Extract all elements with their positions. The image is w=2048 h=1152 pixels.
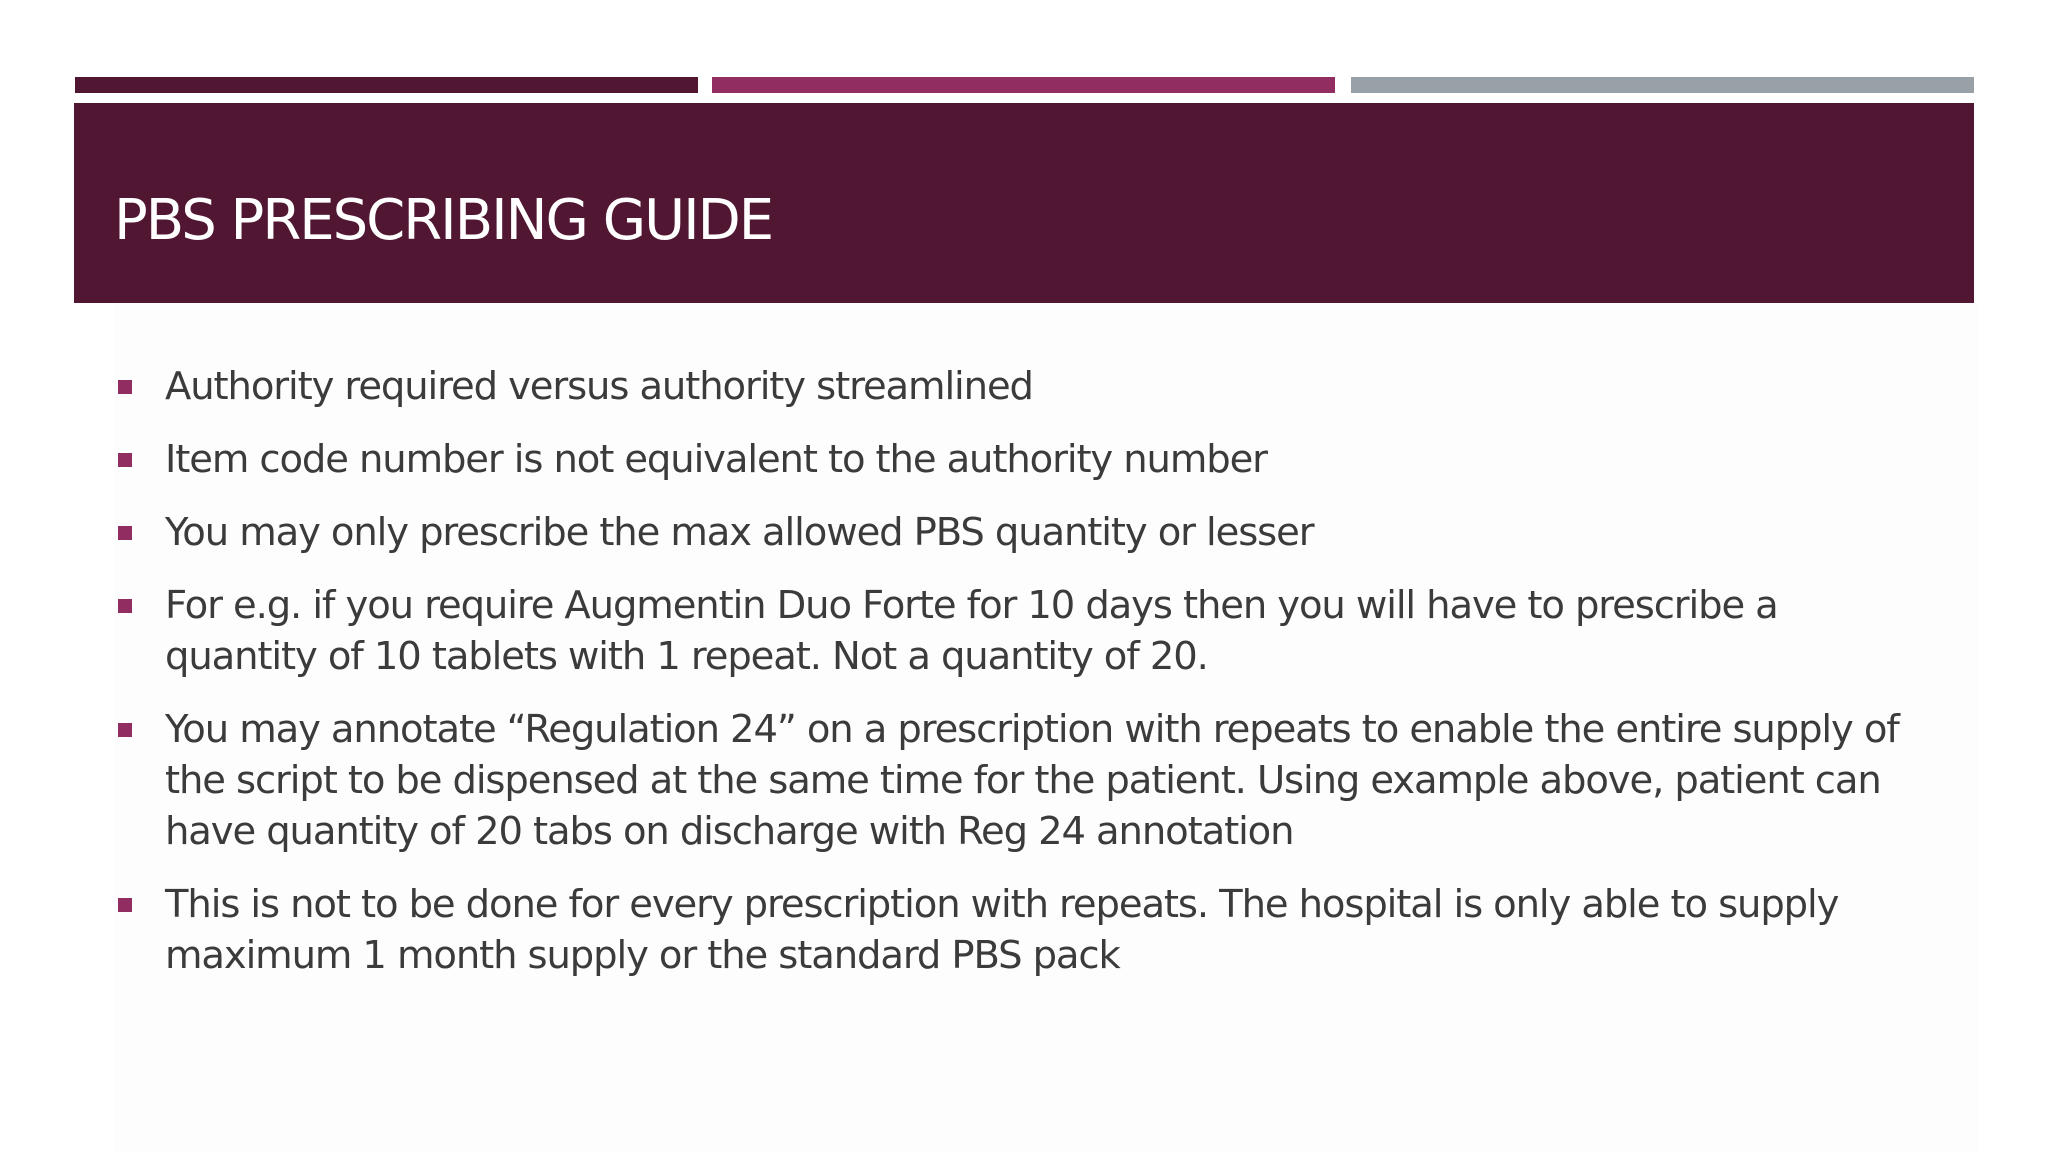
bullet-item <box>115 580 1915 682</box>
bullet-text: Authority required versus authority streamlined <box>165 364 1033 409</box>
bullet-text: For e.g. if you require Augmentin Duo Forte for 10 days then you will have to prescribe a quantity of 10 tablets with 1 repeat. Not a quantity of 20. <box>165 583 1778 679</box>
title-band <box>74 103 1974 303</box>
bullet-list <box>115 361 1915 1003</box>
bullet-text: This is not to be done for every prescription with repeats. The hospital is only able to supply maximum 1 month supply or the standard PBS pack <box>165 882 1839 978</box>
bullet-text: Item code number is not equivalent to the authority number <box>165 437 1267 482</box>
square-bullet-icon <box>118 453 132 467</box>
accent-bar-gray <box>1351 77 1974 93</box>
bullet-item <box>115 704 1915 857</box>
bullet-item <box>115 361 1915 412</box>
square-bullet-icon <box>118 599 132 613</box>
bullet-item <box>115 434 1915 485</box>
accent-bar-magenta <box>712 77 1335 93</box>
bullet-item <box>115 879 1915 981</box>
square-bullet-icon <box>118 723 132 737</box>
square-bullet-icon <box>118 380 132 394</box>
bullet-text: You may annotate “Regulation 24” on a prescription with repeats to enable the entire supply of the script to be dispensed at the same time for the patient. Using example above, patient can have quantity of 20 tabs on discharge with Reg 24 annotation <box>165 707 1899 854</box>
bullet-item <box>115 507 1915 558</box>
square-bullet-icon <box>118 898 132 912</box>
bullet-text: You may only prescribe the max allowed PBS quantity or lesser <box>165 510 1314 555</box>
accent-bar-dark <box>75 77 698 93</box>
square-bullet-icon <box>118 526 132 540</box>
slide-title: PBS PRESCRIBING GUIDE <box>114 188 773 253</box>
